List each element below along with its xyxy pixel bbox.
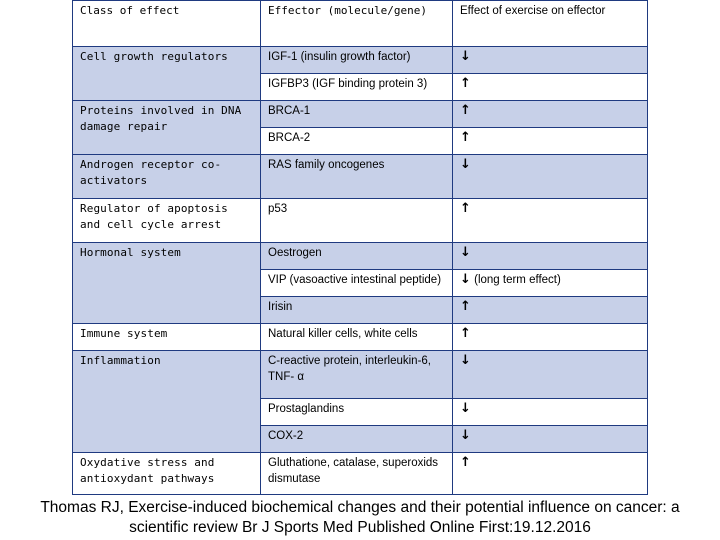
arrow-up-icon: ↑ [460,76,471,91]
exercise-effects-table [72,0,648,495]
effector-cell: COX-2 [261,426,453,453]
table-row [73,243,648,270]
effector-cell: BRCA-2 [261,128,453,155]
effector-cell: VIP (vasoactive intestinal peptide) [261,270,453,297]
arrow-up-icon: ↑ [460,326,471,341]
effect-cell [453,74,648,101]
header-effect-of-exercise: Effect of exercise on effector [453,1,648,47]
effector-cell: C-reactive protein, interleukin-6, TNF- α [261,351,453,399]
table-row [73,324,648,351]
arrow-up-icon: ↑ [460,201,471,216]
effect-cell [453,426,648,453]
effector-cell: IGF-1 (insulin growth factor) [261,47,453,74]
effect-cell [453,101,648,128]
class-cell: Proteins involved in DNA damage repair [73,101,261,155]
arrow-down-icon: ↓ [460,157,471,172]
header-effector: Effector (molecule/gene) [261,1,453,47]
class-cell: Immune system [73,324,261,351]
table-row [73,199,648,243]
arrow-up-icon: ↑ [460,103,471,118]
effector-cell: Natural killer cells, white cells [261,324,453,351]
class-cell: Inflammation [73,351,261,453]
effect-cell [453,243,648,270]
arrow-up-icon: ↑ [460,299,471,314]
arrow-down-icon: ↓ [460,428,471,443]
table-row [73,47,648,74]
arrow-down-icon: ↓ [460,272,471,287]
effect-cell [453,199,648,243]
arrow-down-icon: ↓ [460,245,471,260]
arrow-down-icon: ↓ [460,353,471,368]
effect-cell [453,351,648,399]
effector-cell: IGFBP3 (IGF binding protein 3) [261,74,453,101]
table-row [73,101,648,128]
citation-line-1: Thomas RJ, Exercise-induced biochemical changes and their potential influence on cancer: a [40,499,680,516]
class-cell: Androgen receptor co-activators [73,155,261,199]
class-cell: Cell growth regulators [73,47,261,101]
effect-cell [453,270,648,297]
class-cell: Hormonal system [73,243,261,324]
table-header-row [73,1,648,47]
effect-cell [453,128,648,155]
citation-line-2: scientific review Br J Sports Med Published Online First:19.12.2016 [129,519,591,536]
effect-cell [453,399,648,426]
effect-cell [453,47,648,74]
effect-cell [453,297,648,324]
arrow-down-icon: ↓ [460,401,471,416]
table-row [73,453,648,495]
effector-cell: Irisin [261,297,453,324]
class-cell: Regulator of apoptosis and cell cycle arrest [73,199,261,243]
effector-cell: p53 [261,199,453,243]
table-row [73,351,648,399]
class-cell: Oxydative stress and antioxydant pathways [73,453,261,495]
effect-note: (long term effect) [474,274,561,286]
effector-cell: RAS family oncogenes [261,155,453,199]
header-class-of-effect: Class of effect [73,1,261,47]
effector-cell: Prostaglandins [261,399,453,426]
arrow-up-icon: ↑ [460,455,471,470]
table-row [73,155,648,199]
arrow-up-icon: ↑ [460,130,471,145]
effect-cell [453,324,648,351]
citation-caption [0,498,720,538]
arrow-down-icon: ↓ [460,49,471,64]
effector-cell: Oestrogen [261,243,453,270]
effector-cell: BRCA-1 [261,101,453,128]
effect-cell [453,155,648,199]
effect-cell [453,453,648,495]
effector-cell: Gluthatione, catalase, superoxids dismutase [261,453,453,495]
